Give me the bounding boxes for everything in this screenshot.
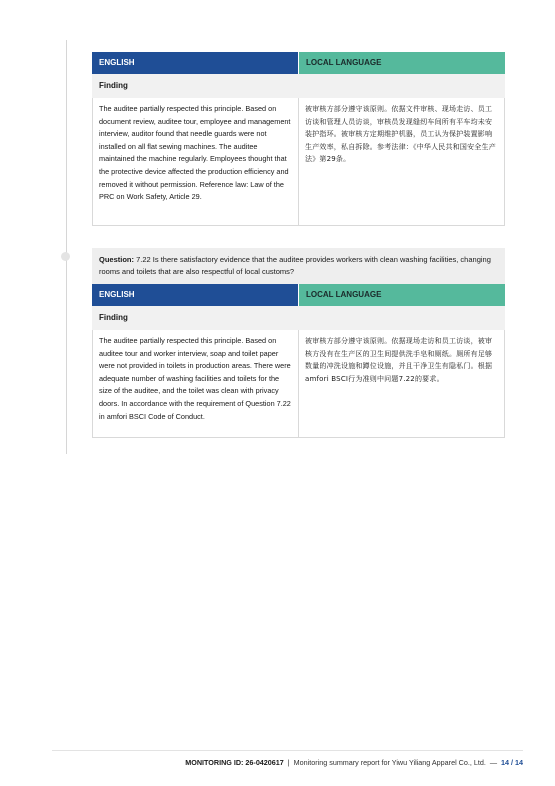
finding-local-text: 被审核方部分遵守该原则。依据现场走访和员工访谈，被审核方没有在生产区的卫生间提供洗手皂和厕纸。厕所有足够数量的冲洗设施和蹲位设施，并且干净卫生有隐私门。根据amfori BSCI行为准则中问题7.22的要求。 — [305, 337, 493, 383]
finding-english-text: The auditee partially respected this principle. Based on document review, auditee tour, employee and management interview, auditor found that needle guards were not installed on all flat sewing machines. The auditee maintained the machine regularly. Employees thought that the protective device affected the production efficiency and removed it without permission. Reference law: Law of the PRC on Work Safety, Article 29. — [93, 98, 299, 225]
page-number: 14 / 14 — [501, 758, 523, 767]
finding-label: Finding — [92, 74, 505, 98]
finding-english-text: The auditee partially respected this principle. Based on auditee tour and worker interview, soap and toilet paper were not provided in toilets in production areas. There were adequate number of washing facilities and toilets for the size of the auditee, and the toilet was clean with privacy doors. In accordance with the requirement of Question 7.22 in amfori BSCI Code of Conduct. — [93, 330, 299, 437]
footer-separator: | — [287, 758, 290, 767]
timeline-rail — [66, 40, 67, 454]
finding-row — [92, 98, 505, 226]
header-english: ENGLISH — [92, 284, 298, 306]
finding-local-text: 被审核方部分遵守该原则。依据文件审核、现场走访、员工访谈和管理人员访谈，审核员发现缝纫车间所有平车均未安装护指环。被审核方定期维护机器，员工认为保护装置影响生产效率，私自拆除。参考法律：《中华人民共和国安全生产法》第29条。 — [305, 105, 496, 164]
finding-block-2 — [92, 284, 505, 438]
table-header — [92, 52, 505, 74]
question-text: 7.22 Is there satisfactory evidence that the auditee provides workers with clean washing facilities, changing rooms and toilets that are also respectful of local customs? — [99, 255, 491, 276]
header-local-language: LOCAL LANGUAGE — [298, 284, 505, 306]
footer-text — [185, 758, 523, 767]
monitoring-id: MONITORING ID: 26-0420617 — [185, 758, 284, 767]
question-box — [92, 248, 505, 284]
table-header — [92, 284, 505, 306]
footer-dash: — — [489, 758, 498, 767]
finding-block-1 — [92, 52, 505, 226]
question-label: Question: — [99, 255, 134, 264]
header-english: ENGLISH — [92, 52, 298, 74]
finding-row — [92, 330, 505, 438]
header-local-language: LOCAL LANGUAGE — [298, 52, 505, 74]
page-footer — [52, 750, 523, 767]
timeline-dot — [61, 252, 70, 261]
report-title: Monitoring summary report for Yiwu Yiliang Apparel Co., Ltd. — [293, 758, 486, 767]
finding-label: Finding — [92, 306, 505, 330]
